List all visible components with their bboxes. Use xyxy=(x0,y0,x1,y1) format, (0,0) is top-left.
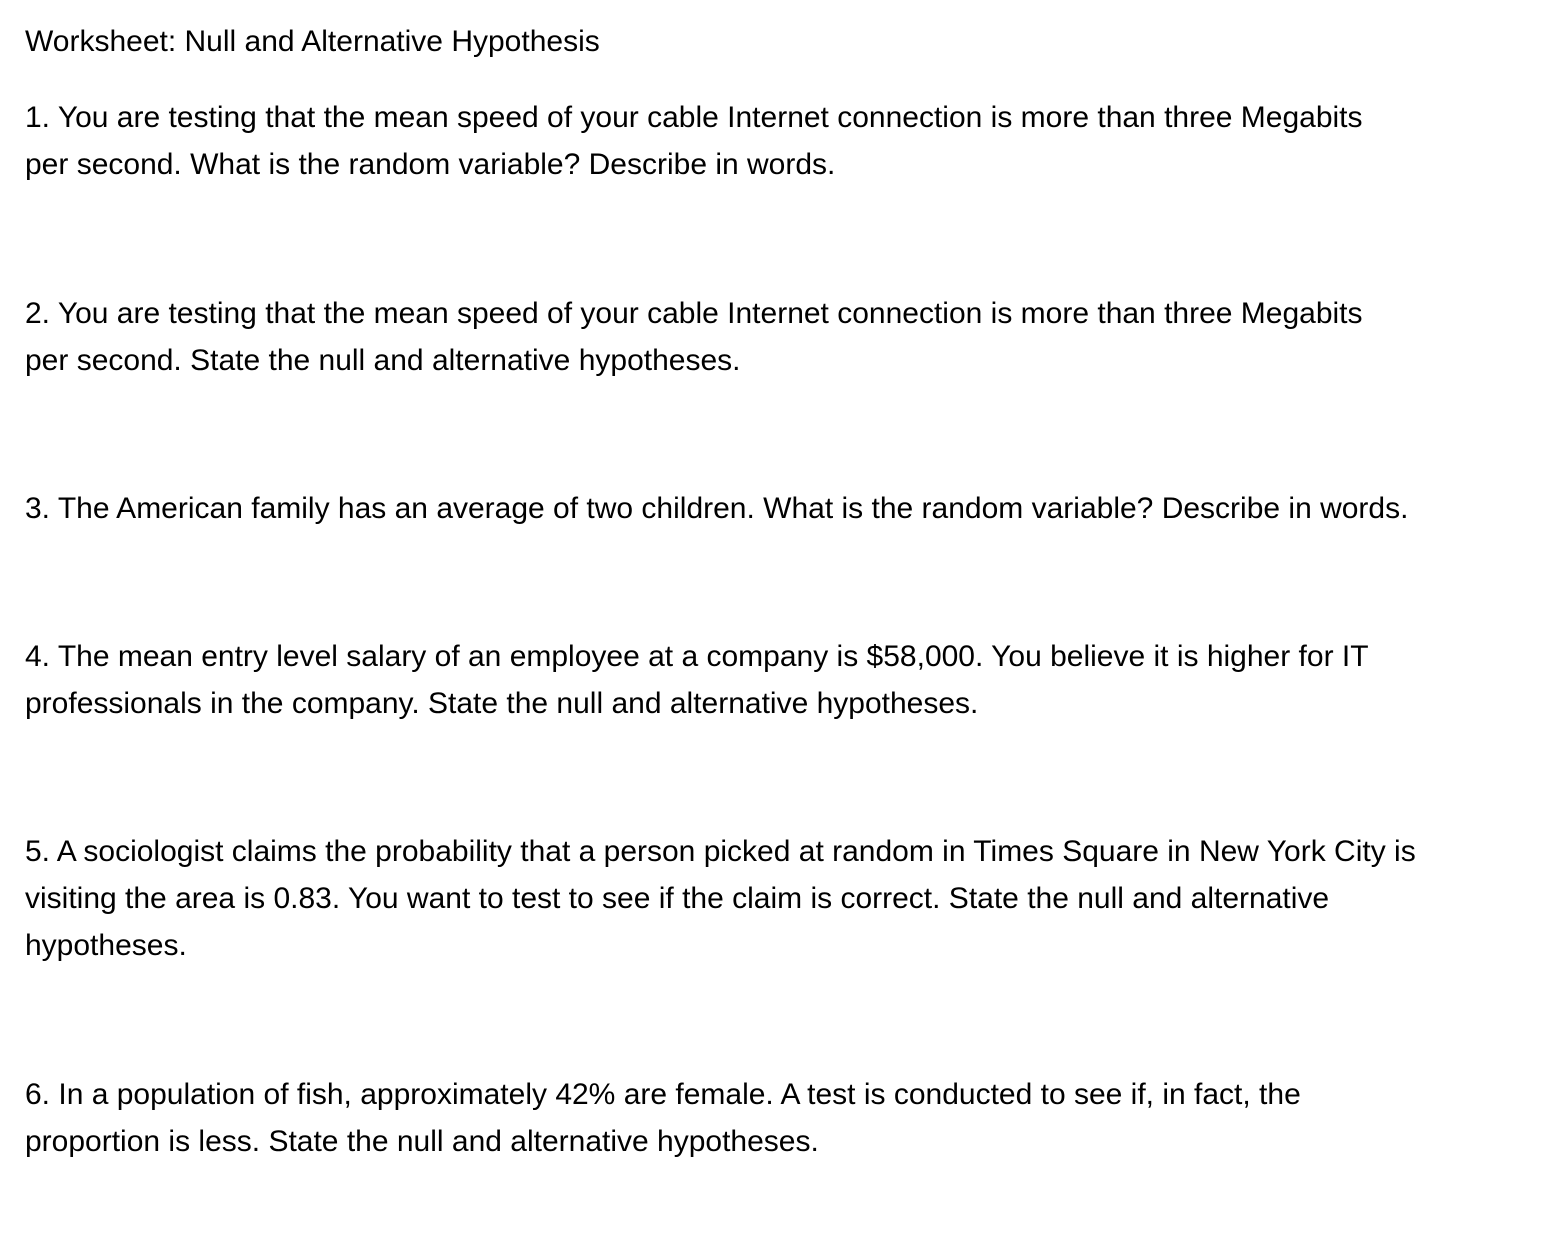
question-5-line-3: hypotheses. xyxy=(25,929,187,962)
question-5 xyxy=(25,828,1560,969)
question-2-line-1: 2. You are testing that the mean speed of your cable Internet connection is more than three Megabits xyxy=(25,297,1363,330)
question-1 xyxy=(25,94,1560,188)
question-3-line-1: 3. The American family has an average of two children. What is the random variable? Describe in words. xyxy=(25,492,1409,525)
question-1-line-1: 1. You are testing that the mean speed of your cable Internet connection is more than three Megabits xyxy=(25,101,1363,134)
question-6-line-1: 6. In a population of fish, approximately 42% are female. A test is conducted to see if, in fact, the xyxy=(25,1078,1301,1111)
question-4 xyxy=(25,633,1560,727)
worksheet-title: Worksheet: Null and Alternative Hypothesis xyxy=(25,25,600,58)
question-6-line-2: proportion is less. State the null and alternative hypotheses. xyxy=(25,1125,819,1158)
question-4-line-1: 4. The mean entry level salary of an employee at a company is $58,000. You believe it is higher for IT xyxy=(25,640,1369,673)
question-2 xyxy=(25,290,1560,384)
question-2-line-2: per second. State the null and alternative hypotheses. xyxy=(25,344,741,377)
question-3 xyxy=(25,485,1560,532)
question-6 xyxy=(25,1071,1560,1165)
question-5-line-2: visiting the area is 0.83. You want to test to see if the claim is correct. State the null and alternative xyxy=(25,882,1330,915)
question-4-line-2: professionals in the company. State the null and alternative hypotheses. xyxy=(25,687,979,720)
question-1-line-2: per second. What is the random variable? Describe in words. xyxy=(25,148,836,181)
question-5-line-1: 5. A sociologist claims the probability that a person picked at random in Times Square in New York City is xyxy=(25,835,1416,868)
